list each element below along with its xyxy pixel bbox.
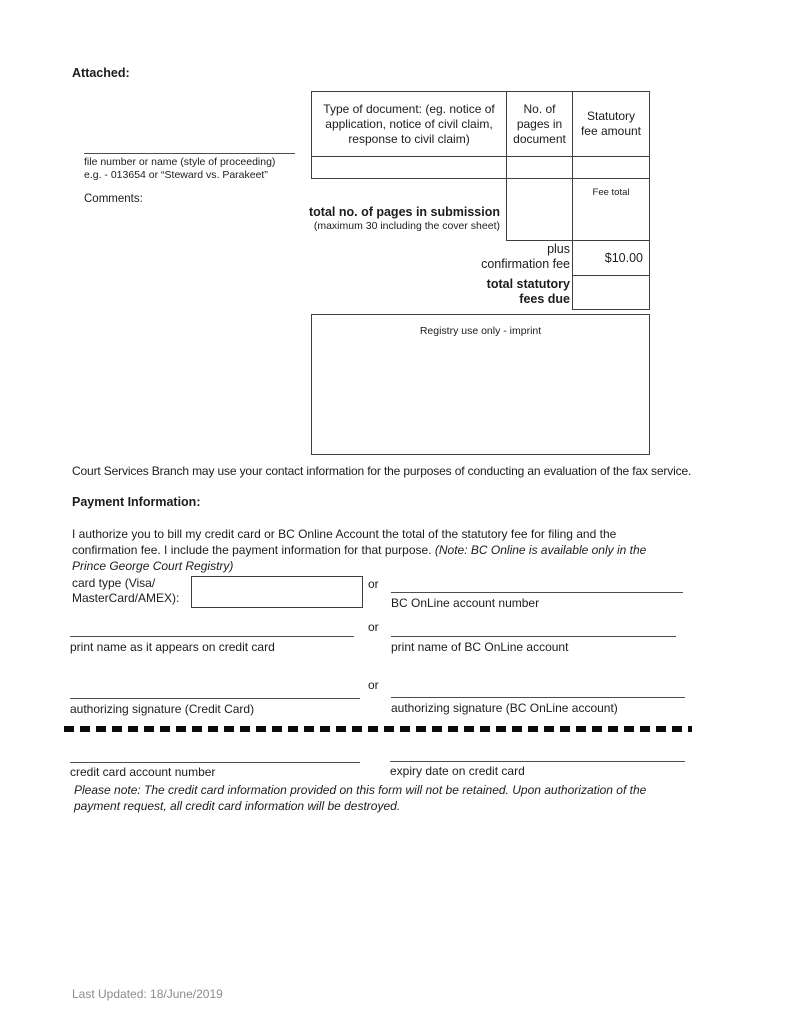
attached-heading: Attached: [72, 66, 130, 80]
evaluation-notice: Court Services Branch may use your contact information for the purposes of conducting an evaluation of the fax service. [72, 464, 692, 478]
print-name-credit-line[interactable] [70, 636, 354, 637]
or-separator-2: or [368, 620, 379, 634]
cc-expiry-caption: expiry date on credit card [390, 764, 525, 778]
total-pages-input-cell[interactable] [506, 178, 573, 241]
pages-input-cell[interactable] [506, 156, 573, 179]
card-type-label-line2: MasterCard/AMEX): [72, 591, 180, 605]
signature-credit-caption: authorizing signature (Credit Card) [70, 702, 255, 716]
file-number-caption: file number or name (style of proceeding) [84, 156, 276, 168]
authorization-text: I authorize you to bill my credit card or BC Online Account the total of the statutory fee for filing and the confirmation fee. I include the payment information for that purpose. [72, 527, 617, 557]
total-pages-label: total no. of pages in submission [309, 205, 500, 219]
or-separator-1: or [368, 577, 379, 591]
or-separator-3: or [368, 678, 379, 692]
payment-heading: Payment Information: [72, 495, 201, 509]
registry-imprint-label: Registry use only - imprint [419, 325, 542, 337]
card-type-input-box[interactable] [191, 576, 363, 608]
authorization-note: (Note: BC Online is available only in the Prince George Court Registry) [72, 543, 647, 573]
cc-number-caption: credit card account number [70, 765, 216, 779]
card-type-label-line1: card type (Visa/ [72, 576, 156, 590]
total-due-label-line1: total statutory [486, 277, 570, 291]
registry-imprint-box [311, 314, 650, 455]
comments-label: Comments: [84, 193, 143, 205]
fee-total-input-cell[interactable] [572, 178, 650, 241]
fee-total-label: Fee total [592, 187, 630, 198]
total-due-input-cell[interactable] [572, 275, 650, 310]
retention-note: Please note: The credit card information provided on this form will not be retained. Upon authorization of the payment request, all credit card information will be destroyed. [74, 783, 647, 813]
signature-credit-line[interactable] [70, 698, 360, 699]
plus-label-line2: confirmation fee [481, 257, 570, 271]
print-name-credit-caption: print name as it appears on credit card [70, 640, 275, 654]
print-name-bc-line[interactable] [391, 636, 676, 637]
print-name-bc-caption: print name of BC OnLine account [391, 640, 569, 654]
file-number-example: e.g. - 013654 or “Steward vs. Parakeet” [84, 169, 268, 181]
plus-label-line1: plus [547, 242, 570, 256]
total-due-label-line2: fees due [519, 292, 570, 306]
fee-table-header-type: Type of document: (eg. notice of application, notice of civil claim, response to civil claim) [311, 91, 507, 157]
document-type-input-cell[interactable] [311, 156, 507, 179]
bc-online-account-caption: BC OnLine account number [391, 596, 540, 610]
file-number-line[interactable] [84, 153, 295, 154]
cc-expiry-line[interactable] [390, 761, 685, 762]
last-updated-text: Last Updated: 18/June/2019 [72, 987, 223, 1001]
fee-amount-input-cell[interactable] [572, 156, 650, 179]
bc-online-account-line[interactable] [391, 592, 683, 593]
signature-bc-line[interactable] [391, 697, 685, 698]
signature-bc-caption: authorizing signature (BC OnLine account) [391, 701, 618, 715]
confirmation-fee-amount: $10.00 [604, 251, 643, 265]
fee-table-header-pages: No. of pages in document [506, 91, 573, 157]
authorization-paragraph [72, 526, 660, 574]
confirmation-fee-cell [572, 240, 650, 276]
fee-table-header-statutory: Statutory fee amount [572, 91, 650, 157]
total-pages-note: (maximum 30 including the cover sheet) [313, 220, 500, 232]
cut-here-dashed-line [64, 726, 692, 732]
cc-number-line[interactable] [70, 762, 360, 763]
